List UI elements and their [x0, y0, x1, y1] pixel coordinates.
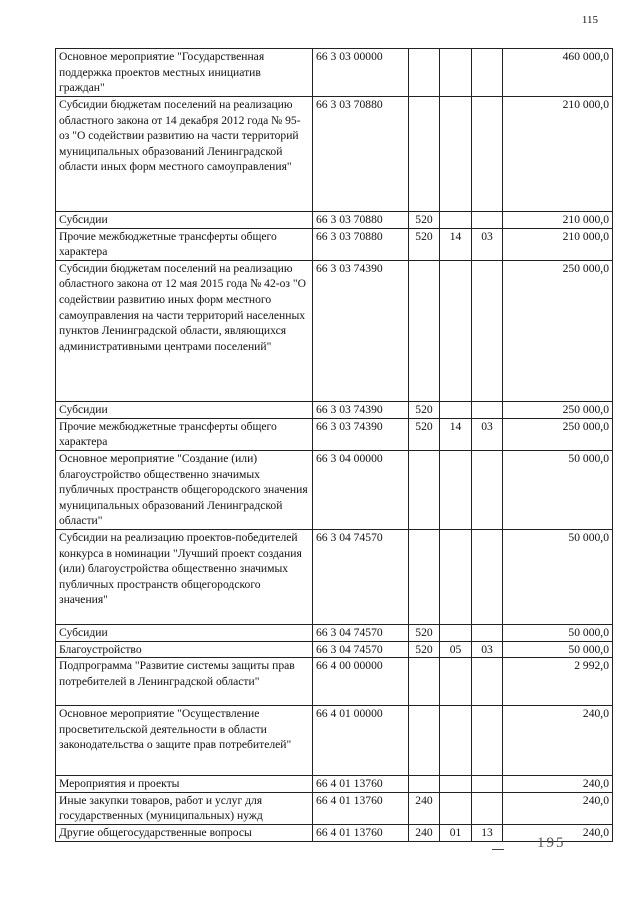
row-subsection-cell	[472, 212, 503, 229]
row-amount-cell: 240,0	[503, 706, 613, 776]
row-name-cell: Субсидии	[56, 624, 313, 641]
row-name-cell: Основное мероприятие "Создание (или) благоустройство общественно значимых публичных пространств общегородского значения муниципальных образований Ленинградской области"	[56, 450, 313, 529]
row-subsection-cell: 03	[472, 641, 503, 658]
row-expense-type-cell	[409, 529, 440, 624]
row-amount-cell: 240,0	[503, 824, 613, 841]
budget-table	[55, 48, 613, 842]
row-code-cell: 66 4 01 13760	[313, 792, 409, 824]
row-section-cell: 14	[440, 228, 472, 260]
row-subsection-cell: 03	[472, 418, 503, 450]
row-amount-cell: 240,0	[503, 776, 613, 793]
row-expense-type-cell: 520	[409, 212, 440, 229]
row-amount-cell: 250 000,0	[503, 401, 613, 418]
row-amount-cell: 2 992,0	[503, 658, 613, 706]
row-section-cell: 14	[440, 418, 472, 450]
row-expense-type-cell	[409, 97, 440, 212]
row-code-cell: 66 3 03 00000	[313, 49, 409, 97]
row-amount-cell: 210 000,0	[503, 228, 613, 260]
row-amount-cell: 50 000,0	[503, 641, 613, 658]
row-subsection-cell	[472, 97, 503, 212]
row-code-cell: 66 3 03 70880	[313, 97, 409, 212]
table-row	[56, 624, 613, 641]
row-amount-cell: 240,0	[503, 792, 613, 824]
table-row	[56, 824, 613, 841]
row-code-cell: 66 3 03 74390	[313, 260, 409, 401]
row-amount-cell: 210 000,0	[503, 97, 613, 212]
table-row	[56, 641, 613, 658]
row-section-cell	[440, 49, 472, 97]
row-subsection-cell	[472, 624, 503, 641]
row-name-cell: Прочие межбюджетные трансферты общего характера	[56, 228, 313, 260]
row-expense-type-cell: 240	[409, 792, 440, 824]
row-subsection-cell	[472, 529, 503, 624]
handwritten-dash	[492, 849, 504, 850]
row-name-cell: Субсидии на реализацию проектов-победителей конкурса в номинации "Лучший проект создания (или) благоустройства общественно значимых публичных пространств общегородского значения"	[56, 529, 313, 624]
row-expense-type-cell: 520	[409, 641, 440, 658]
row-subsection-cell	[472, 792, 503, 824]
row-section-cell	[440, 792, 472, 824]
row-code-cell: 66 3 04 74570	[313, 641, 409, 658]
row-name-cell: Иные закупки товаров, работ и услуг для государственных (муниципальных) нужд	[56, 792, 313, 824]
table-row	[56, 418, 613, 450]
row-expense-type-cell	[409, 706, 440, 776]
row-amount-cell: 250 000,0	[503, 418, 613, 450]
row-subsection-cell	[472, 49, 503, 97]
row-section-cell	[440, 450, 472, 529]
row-section-cell	[440, 260, 472, 401]
row-subsection-cell: 03	[472, 228, 503, 260]
row-subsection-cell	[472, 776, 503, 793]
row-section-cell	[440, 658, 472, 706]
table-row	[56, 49, 613, 97]
row-subsection-cell	[472, 260, 503, 401]
row-expense-type-cell	[409, 450, 440, 529]
row-code-cell: 66 3 03 70880	[313, 228, 409, 260]
row-section-cell	[440, 776, 472, 793]
row-name-cell: Подпрограмма "Развитие системы защиты прав потребителей в Ленинградской области"	[56, 658, 313, 706]
table-row	[56, 658, 613, 706]
table-row	[56, 706, 613, 776]
row-code-cell: 66 4 01 13760	[313, 776, 409, 793]
row-section-cell	[440, 97, 472, 212]
table-row	[56, 529, 613, 624]
row-section-cell	[440, 401, 472, 418]
row-name-cell: Субсидии бюджетам поселений на реализацию областного закона от 14 декабря 2012 года № 95-оз "О содействии развитию на части территорий муниципальных образований Ленинградской области иных форм местного самоуправления"	[56, 97, 313, 212]
table-row	[56, 792, 613, 824]
row-expense-type-cell: 520	[409, 228, 440, 260]
budget-table-body	[56, 49, 613, 842]
row-subsection-cell	[472, 401, 503, 418]
row-code-cell: 66 4 00 00000	[313, 658, 409, 706]
row-subsection-cell	[472, 706, 503, 776]
row-code-cell: 66 3 03 70880	[313, 212, 409, 229]
row-expense-type-cell	[409, 658, 440, 706]
row-expense-type-cell: 520	[409, 624, 440, 641]
page-number: 115	[581, 14, 598, 26]
table-row	[56, 450, 613, 529]
row-expense-type-cell: 240	[409, 824, 440, 841]
table-row	[56, 401, 613, 418]
row-name-cell: Субсидии	[56, 401, 313, 418]
row-expense-type-cell: 520	[409, 418, 440, 450]
row-expense-type-cell	[409, 260, 440, 401]
row-code-cell: 66 4 01 00000	[313, 706, 409, 776]
row-amount-cell: 50 000,0	[503, 529, 613, 624]
row-section-cell	[440, 706, 472, 776]
row-amount-cell: 50 000,0	[503, 624, 613, 641]
row-name-cell: Субсидии бюджетам поселений на реализацию областного закона от 12 мая 2015 года № 42-оз "О содействии развитию иных форм местного самоуправления на части территорий населенных пунктов Ленинградской области, являющихся административными центрами поселений"	[56, 260, 313, 401]
row-subsection-cell	[472, 658, 503, 706]
row-section-cell	[440, 529, 472, 624]
row-subsection-cell	[472, 450, 503, 529]
handwritten-sheet-number: 195	[537, 835, 566, 851]
row-expense-type-cell	[409, 49, 440, 97]
row-name-cell: Основное мероприятие "Осуществление просветительской деятельности в области законодательства о защите прав потребителей"	[56, 706, 313, 776]
table-row	[56, 212, 613, 229]
row-name-cell: Мероприятия и проекты	[56, 776, 313, 793]
row-name-cell: Субсидии	[56, 212, 313, 229]
row-section-cell: 05	[440, 641, 472, 658]
row-subsection-cell: 13	[472, 824, 503, 841]
row-code-cell: 66 3 03 74390	[313, 401, 409, 418]
row-amount-cell: 250 000,0	[503, 260, 613, 401]
row-expense-type-cell	[409, 776, 440, 793]
table-row	[56, 228, 613, 260]
row-code-cell: 66 4 01 13760	[313, 824, 409, 841]
row-section-cell	[440, 212, 472, 229]
row-code-cell: 66 3 04 74570	[313, 529, 409, 624]
row-name-cell: Благоустройство	[56, 641, 313, 658]
row-code-cell: 66 3 04 00000	[313, 450, 409, 529]
row-name-cell: Другие общегосударственные вопросы	[56, 824, 313, 841]
row-amount-cell: 210 000,0	[503, 212, 613, 229]
row-code-cell: 66 3 03 74390	[313, 418, 409, 450]
table-row	[56, 97, 613, 212]
row-amount-cell: 460 000,0	[503, 49, 613, 97]
row-name-cell: Прочие межбюджетные трансферты общего характера	[56, 418, 313, 450]
table-row	[56, 260, 613, 401]
row-amount-cell: 50 000,0	[503, 450, 613, 529]
row-expense-type-cell: 520	[409, 401, 440, 418]
row-code-cell: 66 3 04 74570	[313, 624, 409, 641]
row-section-cell: 01	[440, 824, 472, 841]
row-name-cell: Основное мероприятие "Государственная поддержка проектов местных инициатив граждан"	[56, 49, 313, 97]
table-row	[56, 776, 613, 793]
row-section-cell	[440, 624, 472, 641]
